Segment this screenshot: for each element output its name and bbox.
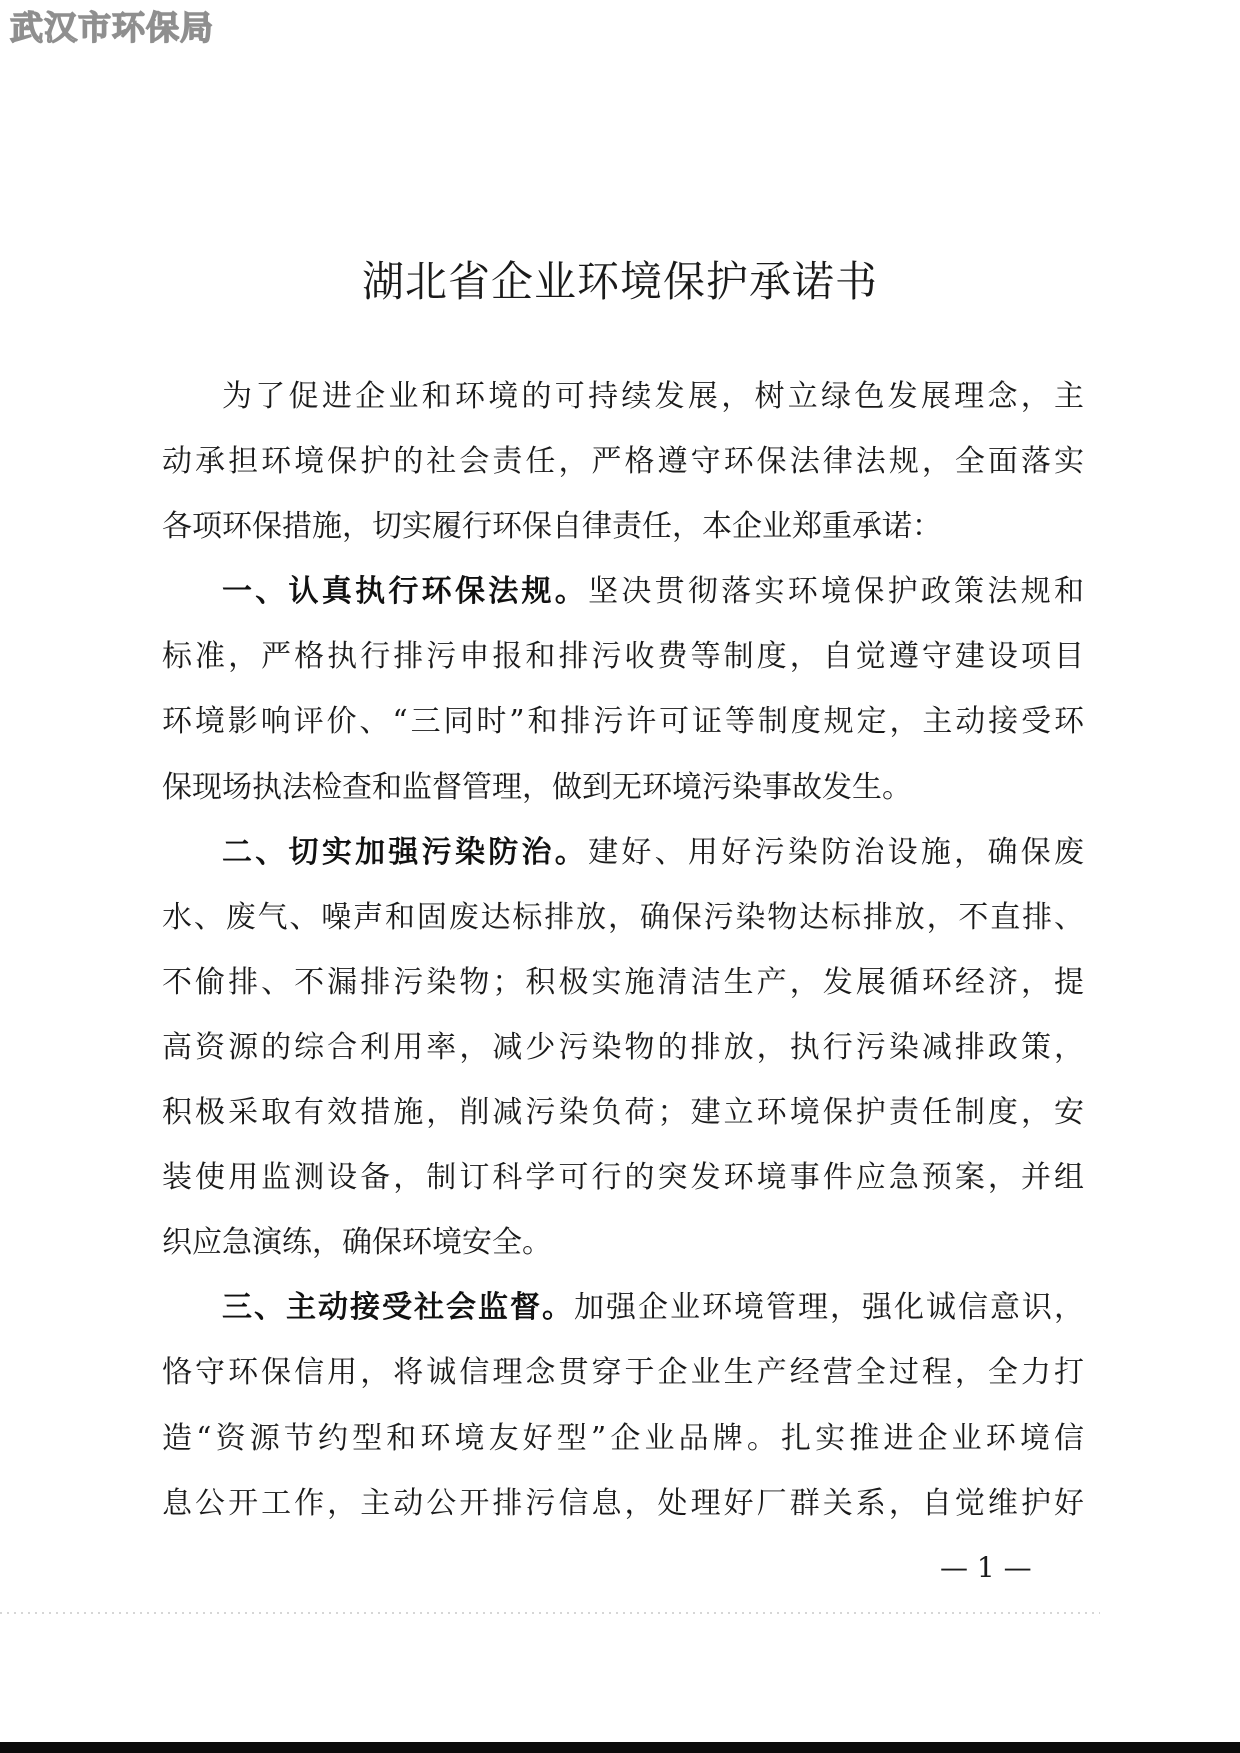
agency-watermark: 武汉市环保局	[10, 8, 214, 47]
paragraph-line	[162, 820, 1084, 885]
document-body	[162, 364, 1084, 1536]
commitment-section-2	[162, 820, 1084, 1276]
paragraph-line: 积极采取有效措施，削减污染负荷；建立环境保护责任制度，安	[162, 1095, 1084, 1131]
paragraph-line: 各项环保措施，切实履行环保自律责任，本企业郑重承诺：	[162, 509, 942, 545]
paragraph-line: 不偷排、不漏排污染物；积极实施清洁生产，发展循环经济，提	[162, 964, 1084, 1000]
paragraph-line: 水、废气、噪声和固废达标排放，确保污染物达标排放，不直排、	[162, 899, 1084, 935]
section-heading: 二、切实加强污染防治。	[222, 834, 589, 870]
paragraph-line: 高资源的综合利用率，减少污染物的排放，执行污染减排政策，	[162, 1029, 1084, 1065]
commitment-section-1	[162, 559, 1084, 819]
paragraph-line: 环境影响评价、“三同时”和排污许可证等制度规定，主动接受环	[162, 704, 1084, 740]
intro-paragraph	[162, 364, 1084, 559]
scan-artifact-line	[0, 1612, 1100, 1614]
section-heading: 三、主动接受社会监督。	[222, 1290, 574, 1326]
paragraph-line: 为了促进企业和环境的可持续发展，树立绿色发展理念，主	[222, 379, 1084, 414]
paragraph-line: 动承担环境保护的社会责任，严格遵守环保法律法规，全面落实	[162, 444, 1084, 480]
paragraph-line: 保现场执法检查和监督管理，做到无环境污染事故发生。	[162, 769, 912, 805]
paragraph-line	[162, 559, 1084, 624]
paragraph-line: 息公开工作，主动公开排污信息，处理好厂群关系，自觉维护好	[162, 1485, 1084, 1521]
paragraph-line	[162, 1275, 1084, 1340]
page-number: — 1 —	[940, 1551, 1032, 1584]
commitment-section-3	[162, 1275, 1084, 1535]
paragraph-line: 装使用监测设备，制订科学可行的突发环境事件应急预案，并组	[162, 1160, 1084, 1196]
paragraph-line: 标准，严格执行排污申报和排污收费等制度，自觉遵守建设项目	[162, 639, 1084, 675]
paragraph-text: 加强企业环境管理，强化诚信意识，	[574, 1290, 1084, 1326]
document-title: 湖北省企业环境保护承诺书	[361, 257, 878, 306]
section-heading: 一、认真执行环保法规。	[222, 574, 589, 610]
paragraph-line: 恪守环保信用，将诚信理念贯穿于企业生产经营全过程，全力打	[162, 1355, 1084, 1391]
paragraph-line: 造“资源节约型和环境友好型”企业品牌。扎实推进企业环境信	[162, 1420, 1084, 1456]
scan-bottom-edge	[0, 1742, 1240, 1753]
paragraph-line: 织应急演练，确保环境安全。	[162, 1225, 552, 1261]
paragraph-text: 坚决贯彻落实环境保护政策法规和	[588, 574, 1084, 610]
paragraph-text: 建好、用好污染防治设施，确保废	[588, 834, 1084, 870]
